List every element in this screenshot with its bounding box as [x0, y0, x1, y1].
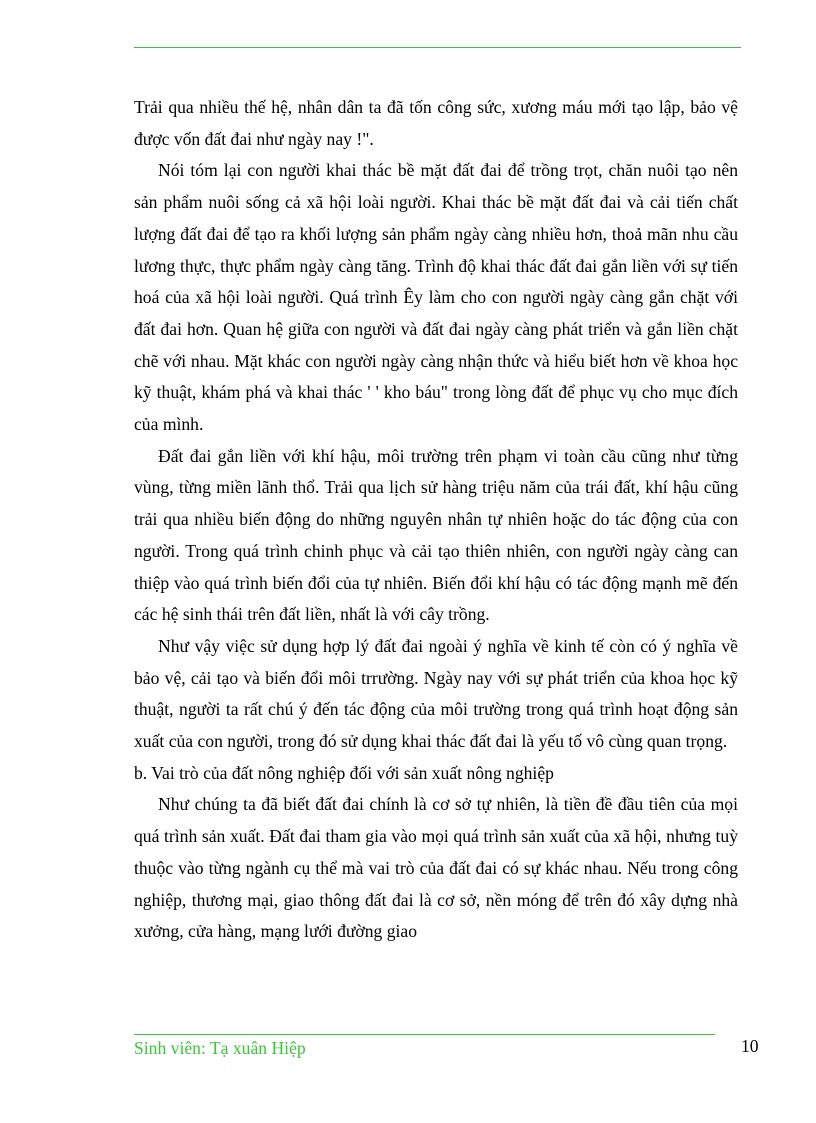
- document-body: [134, 92, 738, 948]
- page-number: 10: [741, 1036, 759, 1056]
- paragraph: Như chúng ta đã biết đất đai chính là cơ sở tự nhiên, là tiền đề đầu tiên của mọi quá trình sản xuất. Đất đai tham gia vào mọi quá trình sản xuất của xã hội, nhưng tuỳ thuộc vào từng ngành cụ thể mà vai trò của đất đai có sự khác nhau. Nếu trong công nghiệp, thương mại, giao thông đất đai là cơ sở, nền móng để trên đó xây dựng nhà xưởng, cửa hàng, mạng lưới đường giao: [134, 794, 738, 942]
- header-rule: [134, 47, 741, 48]
- paragraph: Nói tóm lại con người khai thác bề mặt đất đai để trồng trọt, chăn nuôi tạo nên sản phẩm nuôi sống cả xã hội loài người. Khai thác bề mặt đất đai và cải tiến chất lượng đất đai để tạo ra khối lượng sản phẩm ngày càng nhiều hơn, thoả mãn nhu cầu lương thực, thực phẩm ngày càng tăng. Trình độ khai thác đất đai gắn liền với sự tiến hoá của xã hội loài người. Quá trình Êy làm cho con người ngày càng gắn chặt với đất đai hơn. Quan hệ giữa con người và đất đai ngày càng phát triển và gắn liền chặt chẽ với nhau. Mặt khác con người ngày càng nhận thức và hiểu biết hơn về khoa học kỹ thuật, khám phá và khai thác ' ' kho báu" trong lòng đất để phục vụ cho mục đích của mình.: [134, 160, 738, 435]
- section-heading: b. Vai trò của đất nông nghiệp đối với sản xuất nông nghiệp: [134, 762, 554, 783]
- paragraph-continuation: Trải qua nhiều thế hệ, nhân dân ta đã tốn công sức, xương máu mới tạo lập, bảo vệ được vốn đất đai như ngày nay !".: [134, 97, 738, 149]
- footer-author: Sinh viên: Tạ xuân Hiệp: [134, 1038, 306, 1058]
- footer-rule: [134, 1034, 715, 1035]
- paragraph: Như vậy việc sử dụng hợp lý đất đai ngoài ý nghĩa về kinh tế còn có ý nghĩa về bảo vệ, cải tạo và biến đổi môi trrường. Ngày nay với sự phát triển của khoa học kỹ thuật, người ta rất chú ý đến tác động của môi trường trong quá trình hoạt động sản xuất của con người, trong đó sử dụng khai thác đất đai là yếu tố vô cùng quan trọng.: [134, 635, 738, 752]
- paragraph: Đất đai gắn liền với khí hậu, môi trường trên phạm vi toàn cầu cũng như từng vùng, từng miền lãnh thổ. Trải qua lịch sử hàng triệu năm của trái đất, khí hậu cũng trải qua nhiều biến động do những nguyên nhân tự nhiên hoặc do tác động của con người. Trong quá trình chinh phục và cải tạo thiên nhiên, con người ngày càng can thiệp vào quá trình biến đổi của tự nhiên. Biến đổi khí hậu có tác động mạnh mẽ đến các hệ sinh thái trên đất liền, nhất là với cây trồng.: [134, 445, 738, 625]
